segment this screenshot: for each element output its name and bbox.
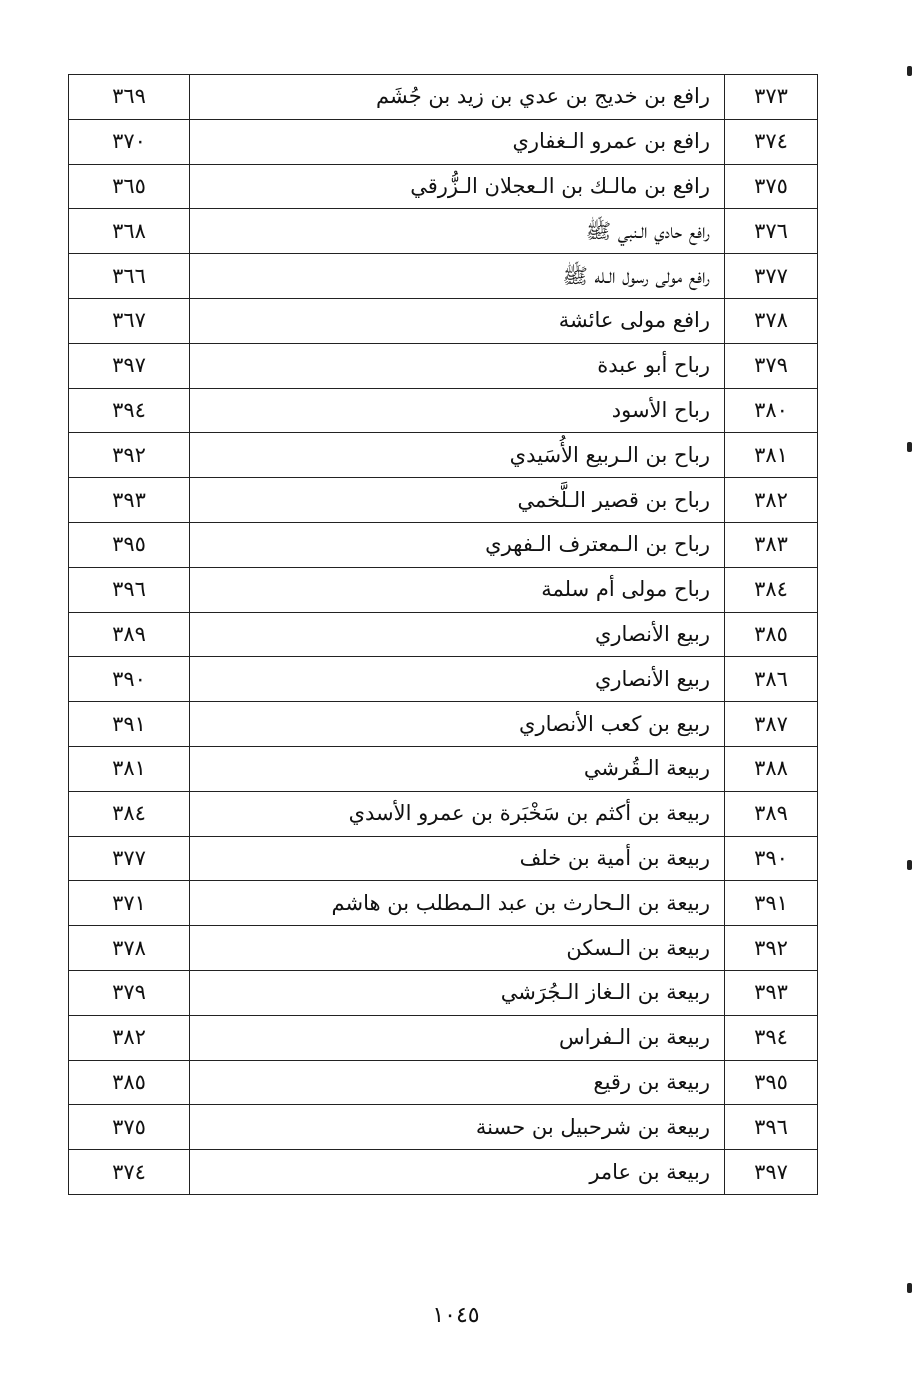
reference-number-cell: ٣٩٤ — [69, 388, 190, 433]
reference-number-cell: ٣٦٦ — [69, 254, 190, 299]
entry-name-cell: ربيعة بن شرحبيل بن حسنة — [190, 1105, 725, 1150]
table-row — [69, 478, 818, 523]
entry-number-cell: ٣٩٣ — [725, 970, 818, 1015]
table-row — [69, 881, 818, 926]
entry-number-cell: ٣٨٣ — [725, 522, 818, 567]
entry-name-cell: ربيع الأنصاري — [190, 612, 725, 657]
entry-name-cell: ربيع الأنصاري — [190, 657, 725, 702]
entry-number-cell: ٣٧٧ — [725, 254, 818, 299]
reference-number-cell: ٣٨٢ — [69, 1015, 190, 1060]
entry-number-cell: ٣٩١ — [725, 881, 818, 926]
table-row — [69, 298, 818, 343]
entry-name-cell: رباح مولى أم سلمة — [190, 567, 725, 612]
index-table — [68, 74, 818, 1195]
table-row — [69, 657, 818, 702]
scan-edge-mark — [907, 442, 912, 452]
reference-number-cell: ٣٧٥ — [69, 1105, 190, 1150]
entry-number-cell: ٣٩٦ — [725, 1105, 818, 1150]
table-row — [69, 343, 818, 388]
reference-number-cell: ٣٨٥ — [69, 1060, 190, 1105]
table-row — [69, 612, 818, 657]
table-row — [69, 567, 818, 612]
entry-number-cell: ٣٨٦ — [725, 657, 818, 702]
reference-number-cell: ٣٨١ — [69, 746, 190, 791]
table-row — [69, 522, 818, 567]
entry-name-cell: رافع بن عمرو الـغفاري — [190, 119, 725, 164]
entry-number-cell: ٣٨٨ — [725, 746, 818, 791]
reference-number-cell: ٣٧٩ — [69, 970, 190, 1015]
entry-name-cell: رافع مولى رسول الـله ﷺ — [190, 254, 725, 299]
entry-number-cell: ٣٩٠ — [725, 836, 818, 881]
reference-number-cell: ٣٩٥ — [69, 522, 190, 567]
table-row — [69, 836, 818, 881]
reference-number-cell: ٣٩٦ — [69, 567, 190, 612]
entry-name-cell: رافع بن مالـك بن الـعجلان الـزُّرقي — [190, 164, 725, 209]
table-row — [69, 746, 818, 791]
entry-number-cell: ٣٧٣ — [725, 75, 818, 120]
scan-edge-mark — [907, 66, 912, 76]
reference-number-cell: ٣٨٤ — [69, 791, 190, 836]
entry-name-cell: ربيعة بن عامر — [190, 1150, 725, 1195]
reference-number-cell: ٣٧١ — [69, 881, 190, 926]
reference-number-cell: ٣٧٠ — [69, 119, 190, 164]
entry-name-cell: رباح بن قصير الـلَّخمي — [190, 478, 725, 523]
table-row — [69, 1015, 818, 1060]
entry-number-cell: ٣٩٤ — [725, 1015, 818, 1060]
reference-number-cell: ٣٩١ — [69, 702, 190, 747]
entry-name-cell: رباح الأسود — [190, 388, 725, 433]
reference-number-cell: ٣٧٤ — [69, 1150, 190, 1195]
reference-number-cell: ٣٩٧ — [69, 343, 190, 388]
entry-name-cell: ربيع بن كعب الأنصاري — [190, 702, 725, 747]
entry-number-cell: ٣٨٢ — [725, 478, 818, 523]
table-row — [69, 433, 818, 478]
entry-name-cell: رافع مولى عائشة — [190, 298, 725, 343]
entry-number-cell: ٣٧٩ — [725, 343, 818, 388]
reference-number-cell: ٣٨٩ — [69, 612, 190, 657]
entry-number-cell: ٣٨٠ — [725, 388, 818, 433]
entry-number-cell: ٣٧٨ — [725, 298, 818, 343]
reference-number-cell: ٣٩٠ — [69, 657, 190, 702]
entry-name-cell: رافع بن خديج بن عدي بن زيد بن جُشَم — [190, 75, 725, 120]
reference-number-cell: ٣٦٧ — [69, 298, 190, 343]
table-row — [69, 388, 818, 433]
scan-edge-mark — [907, 860, 912, 870]
entry-number-cell: ٣٧٥ — [725, 164, 818, 209]
index-table-body — [69, 75, 818, 1195]
entry-number-cell: ٣٩٥ — [725, 1060, 818, 1105]
reference-number-cell: ٣٧٧ — [69, 836, 190, 881]
table-row — [69, 254, 818, 299]
reference-number-cell: ٣٧٨ — [69, 926, 190, 971]
table-row — [69, 926, 818, 971]
entry-name-cell: رباح أبو عبدة — [190, 343, 725, 388]
table-row — [69, 1150, 818, 1195]
entry-name-cell: رباح بن الـمعترف الـفهري — [190, 522, 725, 567]
entry-number-cell: ٣٧٦ — [725, 209, 818, 254]
entry-number-cell: ٣٩٢ — [725, 926, 818, 971]
entry-number-cell: ٣٨٥ — [725, 612, 818, 657]
entry-number-cell: ٣٨٩ — [725, 791, 818, 836]
entry-name-cell: ربيعة بن الـسكن — [190, 926, 725, 971]
entry-number-cell: ٣٨١ — [725, 433, 818, 478]
entry-name-cell: ربيعة بن الـحارث بن عبد الـمطلب بن هاشم — [190, 881, 725, 926]
entry-name-cell: رافع حادي الـنبي ﷺ — [190, 209, 725, 254]
table-row — [69, 209, 818, 254]
table-row — [69, 970, 818, 1015]
reference-number-cell: ٣٦٥ — [69, 164, 190, 209]
reference-number-cell: ٣٦٨ — [69, 209, 190, 254]
table-row — [69, 119, 818, 164]
entry-number-cell: ٣٩٧ — [725, 1150, 818, 1195]
table-row — [69, 164, 818, 209]
scan-edge-mark — [907, 1283, 912, 1293]
table-row — [69, 75, 818, 120]
entry-name-cell: رباح بن الـربيع الأُسَيدي — [190, 433, 725, 478]
entry-name-cell: ربيعة الـقُرشي — [190, 746, 725, 791]
entry-name-cell: ربيعة بن الـفراس — [190, 1015, 725, 1060]
entry-name-cell: ربيعة بن أكثم بن سَخْبَرة بن عمرو الأسدي — [190, 791, 725, 836]
entry-name-cell: ربيعة بن الـغاز الـجُرَشي — [190, 970, 725, 1015]
table-row — [69, 1060, 818, 1105]
table-row — [69, 1105, 818, 1150]
table-row — [69, 791, 818, 836]
entry-number-cell: ٣٨٧ — [725, 702, 818, 747]
reference-number-cell: ٣٦٩ — [69, 75, 190, 120]
entry-number-cell: ٣٧٤ — [725, 119, 818, 164]
entry-number-cell: ٣٨٤ — [725, 567, 818, 612]
table-row — [69, 702, 818, 747]
page-number: ١٠٤٥ — [432, 1303, 480, 1328]
entry-name-cell: ربيعة بن أمية بن خلف — [190, 836, 725, 881]
reference-number-cell: ٣٩٢ — [69, 433, 190, 478]
reference-number-cell: ٣٩٣ — [69, 478, 190, 523]
entry-name-cell: ربيعة بن رقيع — [190, 1060, 725, 1105]
